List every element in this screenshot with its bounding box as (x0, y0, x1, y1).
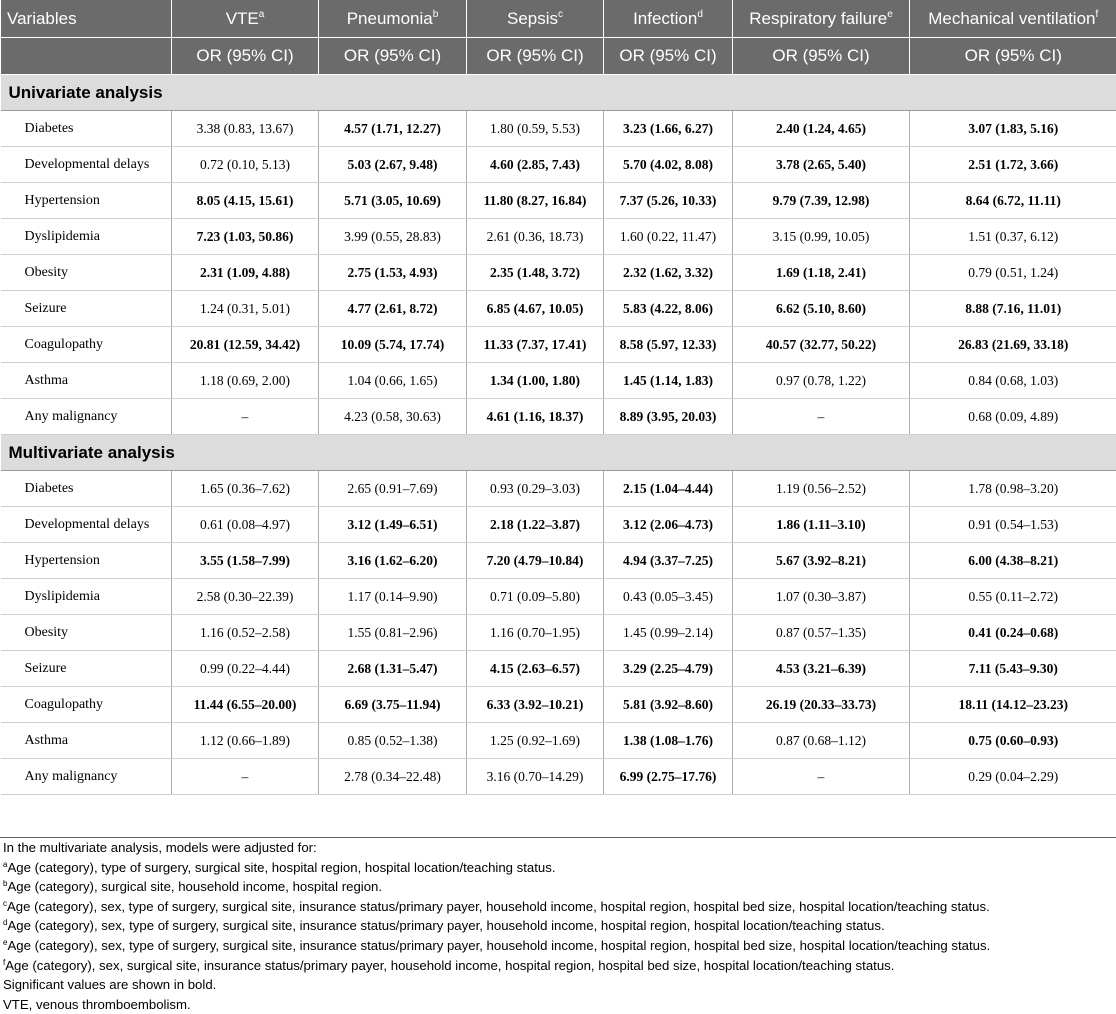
row-label: Asthma (1, 723, 172, 759)
table-cell: 3.29 (2.25–4.79) (604, 651, 733, 687)
table-cell: 1.69 (1.18, 2.41) (733, 255, 910, 291)
table-cell: 3.16 (1.62–6.20) (319, 543, 467, 579)
subheader-or: OR (95% CI) (733, 38, 910, 75)
row-label: Obesity (1, 615, 172, 651)
table-cell: 2.68 (1.31–5.47) (319, 651, 467, 687)
table-cell: 26.83 (21.69, 33.18) (910, 327, 1116, 363)
footnote-a: $^a$Age (category), type of surgery, surgical site, hospital region, hospital location/teaching status. (0, 858, 1116, 878)
row-label: Hypertension (1, 183, 172, 219)
section-title: Multivariate analysis (1, 435, 1116, 471)
table-cell: 1.51 (0.37, 6.12) (910, 219, 1116, 255)
table-cell: 0.68 (0.09, 4.89) (910, 399, 1116, 435)
table-row (1, 147, 1116, 183)
table-cell: 8.58 (5.97, 12.33) (604, 327, 733, 363)
table-cell: 11.33 (7.37, 17.41) (467, 327, 604, 363)
table-cell: 5.81 (3.92–8.60) (604, 687, 733, 723)
table-cell: 3.23 (1.66, 6.27) (604, 111, 733, 147)
table-cell: 6.33 (3.92–10.21) (467, 687, 604, 723)
subheader-empty (1, 38, 172, 75)
table-cell: 8.05 (4.15, 15.61) (172, 183, 319, 219)
table-header (1, 0, 1116, 75)
table-cell: 1.19 (0.56–2.52) (733, 471, 910, 507)
table-cell: – (172, 759, 319, 795)
table-cell: 0.79 (0.51, 1.24) (910, 255, 1116, 291)
table-cell: 3.99 (0.55, 28.83) (319, 219, 467, 255)
table-cell: 0.84 (0.68, 1.03) (910, 363, 1116, 399)
footnote-b: $^b$Age (category), surgical site, household income, hospital region. (0, 877, 1116, 897)
table-cell: 1.45 (1.14, 1.83) (604, 363, 733, 399)
table-cell: 6.99 (2.75–17.76) (604, 759, 733, 795)
row-label: Coagulopathy (1, 327, 172, 363)
table-row (1, 507, 1116, 543)
table-cell: 5.70 (4.02, 8.08) (604, 147, 733, 183)
table-cell: 10.09 (5.74, 17.74) (319, 327, 467, 363)
row-label: Seizure (1, 291, 172, 327)
table-cell: 1.17 (0.14–9.90) (319, 579, 467, 615)
footnotes (0, 837, 1116, 1014)
header-sepsis: Sepsis$^c$ (467, 0, 604, 38)
table-cell: 4.15 (2.63–6.57) (467, 651, 604, 687)
header-respiratory-failure: Respiratory failure$^e$ (733, 0, 910, 38)
table-cell: 2.35 (1.48, 3.72) (467, 255, 604, 291)
table-cell: 3.12 (1.49–6.51) (319, 507, 467, 543)
table-row (1, 327, 1116, 363)
table-cell: 1.24 (0.31, 5.01) (172, 291, 319, 327)
table-row (1, 291, 1116, 327)
table-cell: 1.04 (0.66, 1.65) (319, 363, 467, 399)
table-cell: 1.34 (1.00, 1.80) (467, 363, 604, 399)
table-cell: 8.88 (7.16, 11.01) (910, 291, 1116, 327)
section-title: Univariate analysis (1, 75, 1116, 111)
table-cell: 3.15 (0.99, 10.05) (733, 219, 910, 255)
table-cell: 2.75 (1.53, 4.93) (319, 255, 467, 291)
table-cell: 2.61 (0.36, 18.73) (467, 219, 604, 255)
table-cell: 5.71 (3.05, 10.69) (319, 183, 467, 219)
header-mechanical-ventilation: Mechanical ventilation$^f$ (910, 0, 1116, 38)
row-label: Developmental delays (1, 507, 172, 543)
header-pneumonia: Pneumonia$^b$ (319, 0, 467, 38)
row-label: Obesity (1, 255, 172, 291)
subheader-or: OR (95% CI) (172, 38, 319, 75)
section-header (1, 435, 1116, 471)
table-cell: 0.72 (0.10, 5.13) (172, 147, 319, 183)
table-cell: 1.12 (0.66–1.89) (172, 723, 319, 759)
table-cell: 8.89 (3.95, 20.03) (604, 399, 733, 435)
table-cell: 1.45 (0.99–2.14) (604, 615, 733, 651)
header-infection: Infection$^d$ (604, 0, 733, 38)
row-label: Asthma (1, 363, 172, 399)
table-cell: 40.57 (32.77, 50.22) (733, 327, 910, 363)
table-cell: 1.16 (0.52–2.58) (172, 615, 319, 651)
header-variables: Variables (1, 0, 172, 38)
table-row (1, 399, 1116, 435)
table-row (1, 111, 1116, 147)
table-cell: 0.91 (0.54–1.53) (910, 507, 1116, 543)
table-cell: 7.37 (5.26, 10.33) (604, 183, 733, 219)
row-label: Dyslipidemia (1, 219, 172, 255)
table-cell: 7.20 (4.79–10.84) (467, 543, 604, 579)
table-cell: 1.86 (1.11–3.10) (733, 507, 910, 543)
row-label: Coagulopathy (1, 687, 172, 723)
table-cell: 0.99 (0.22–4.44) (172, 651, 319, 687)
footnote-c: $^c$Age (category), sex, type of surgery, surgical site, insurance status/primary payer, household income, hospital region, hospital bed size, hospital location/teaching status. (0, 897, 1116, 917)
table-cell: 2.15 (1.04–4.44) (604, 471, 733, 507)
table-cell: 0.97 (0.78, 1.22) (733, 363, 910, 399)
table-row (1, 219, 1116, 255)
table-cell: 26.19 (20.33–33.73) (733, 687, 910, 723)
table-row (1, 723, 1116, 759)
table-cell: 3.38 (0.83, 13.67) (172, 111, 319, 147)
table-cell: 2.78 (0.34–22.48) (319, 759, 467, 795)
table-row (1, 543, 1116, 579)
table-row (1, 759, 1116, 795)
table-cell: 1.16 (0.70–1.95) (467, 615, 604, 651)
table-cell: 2.40 (1.24, 4.65) (733, 111, 910, 147)
table-row (1, 363, 1116, 399)
table-cell: 1.38 (1.08–1.76) (604, 723, 733, 759)
row-label: Diabetes (1, 471, 172, 507)
table-cell: – (733, 759, 910, 795)
table-cell: 7.23 (1.03, 50.86) (172, 219, 319, 255)
subheader-or: OR (95% CI) (467, 38, 604, 75)
table-cell: 9.79 (7.39, 12.98) (733, 183, 910, 219)
table-cell: 11.44 (6.55–20.00) (172, 687, 319, 723)
table-cell: 1.55 (0.81–2.96) (319, 615, 467, 651)
footnote-abbreviation: VTE, venous thromboembolism. (0, 995, 1116, 1014)
table-row (1, 687, 1116, 723)
table-cell: 0.71 (0.09–5.80) (467, 579, 604, 615)
table-cell: – (733, 399, 910, 435)
table-cell: 3.55 (1.58–7.99) (172, 543, 319, 579)
table-row (1, 255, 1116, 291)
table-cell: 0.75 (0.60–0.93) (910, 723, 1116, 759)
table-cell: 3.16 (0.70–14.29) (467, 759, 604, 795)
table-cell: 6.00 (4.38–8.21) (910, 543, 1116, 579)
footnote-intro: In the multivariate analysis, models were adjusted for: (0, 838, 1116, 858)
table-cell: 8.64 (6.72, 11.11) (910, 183, 1116, 219)
row-label: Hypertension (1, 543, 172, 579)
table-cell: 0.29 (0.04–2.29) (910, 759, 1116, 795)
table-cell: 2.51 (1.72, 3.66) (910, 147, 1116, 183)
table-cell: 4.77 (2.61, 8.72) (319, 291, 467, 327)
table-cell: 0.43 (0.05–3.45) (604, 579, 733, 615)
section-header (1, 75, 1116, 111)
table-cell: 0.87 (0.57–1.35) (733, 615, 910, 651)
table-cell: 4.23 (0.58, 30.63) (319, 399, 467, 435)
footnote-e: $^e$Age (category), sex, type of surgery, surgical site, insurance status/primary payer, household income, hospital region, hospital bed size, hospital location/teaching status. (0, 936, 1116, 956)
table-cell: 0.85 (0.52–1.38) (319, 723, 467, 759)
table-row (1, 183, 1116, 219)
table-cell: 4.94 (3.37–7.25) (604, 543, 733, 579)
table-cell: 1.78 (0.98–3.20) (910, 471, 1116, 507)
table-cell: 7.11 (5.43–9.30) (910, 651, 1116, 687)
table-cell: 0.87 (0.68–1.12) (733, 723, 910, 759)
table-cell: 1.65 (0.36–7.62) (172, 471, 319, 507)
table-cell: 6.85 (4.67, 10.05) (467, 291, 604, 327)
row-label: Diabetes (1, 111, 172, 147)
table-cell: 20.81 (12.59, 34.42) (172, 327, 319, 363)
footnote-d: $^d$Age (category), sex, type of surgery, surgical site, insurance status/primary payer, household income, hospital region, hospital location/teaching status. (0, 916, 1116, 936)
subheader-or: OR (95% CI) (319, 38, 467, 75)
table-cell: 1.18 (0.69, 2.00) (172, 363, 319, 399)
header-row (1, 0, 1116, 38)
table-cell: 1.60 (0.22, 11.47) (604, 219, 733, 255)
table-row (1, 615, 1116, 651)
footnote-significance: Significant values are shown in bold. (0, 975, 1116, 995)
row-label: Seizure (1, 651, 172, 687)
row-label: Developmental delays (1, 147, 172, 183)
header-vte: VTE$^a$ (172, 0, 319, 38)
table-cell: 3.12 (2.06–4.73) (604, 507, 733, 543)
row-label: Any malignancy (1, 399, 172, 435)
table-row (1, 471, 1116, 507)
table-cell: 5.03 (2.67, 9.48) (319, 147, 467, 183)
table-cell: 2.31 (1.09, 4.88) (172, 255, 319, 291)
table-row (1, 579, 1116, 615)
table-cell: 4.60 (2.85, 7.43) (467, 147, 604, 183)
table-cell: 5.83 (4.22, 8.06) (604, 291, 733, 327)
table-cell: 2.58 (0.30–22.39) (172, 579, 319, 615)
row-label: Dyslipidemia (1, 579, 172, 615)
table-cell: 11.80 (8.27, 16.84) (467, 183, 604, 219)
table-cell: 18.11 (14.12–23.23) (910, 687, 1116, 723)
table-cell: 1.80 (0.59, 5.53) (467, 111, 604, 147)
table-cell: 2.32 (1.62, 3.32) (604, 255, 733, 291)
table-cell: 4.61 (1.16, 18.37) (467, 399, 604, 435)
subheader-row (1, 38, 1116, 75)
table-row (1, 651, 1116, 687)
table-body (1, 75, 1116, 795)
table-cell: 3.78 (2.65, 5.40) (733, 147, 910, 183)
table-cell: 2.65 (0.91–7.69) (319, 471, 467, 507)
table-cell: 6.62 (5.10, 8.60) (733, 291, 910, 327)
table-cell: – (172, 399, 319, 435)
table-cell: 0.93 (0.29–3.03) (467, 471, 604, 507)
table-cell: 1.07 (0.30–3.87) (733, 579, 910, 615)
table-cell: 0.61 (0.08–4.97) (172, 507, 319, 543)
table-cell: 6.69 (3.75–11.94) (319, 687, 467, 723)
table-cell: 3.07 (1.83, 5.16) (910, 111, 1116, 147)
table-cell: 4.53 (3.21–6.39) (733, 651, 910, 687)
table-cell: 0.55 (0.11–2.72) (910, 579, 1116, 615)
subheader-or: OR (95% CI) (910, 38, 1116, 75)
table-cell: 0.41 (0.24–0.68) (910, 615, 1116, 651)
table-cell: 2.18 (1.22–3.87) (467, 507, 604, 543)
subheader-or: OR (95% CI) (604, 38, 733, 75)
table-cell: 1.25 (0.92–1.69) (467, 723, 604, 759)
row-label: Any malignancy (1, 759, 172, 795)
table-cell: 4.57 (1.71, 12.27) (319, 111, 467, 147)
footnote-f: $^f$Age (category), sex, surgical site, insurance status/primary payer, household income, hospital region, hospital bed size, hospital location/teaching status. (0, 956, 1116, 976)
table-cell: 5.67 (3.92–8.21) (733, 543, 910, 579)
